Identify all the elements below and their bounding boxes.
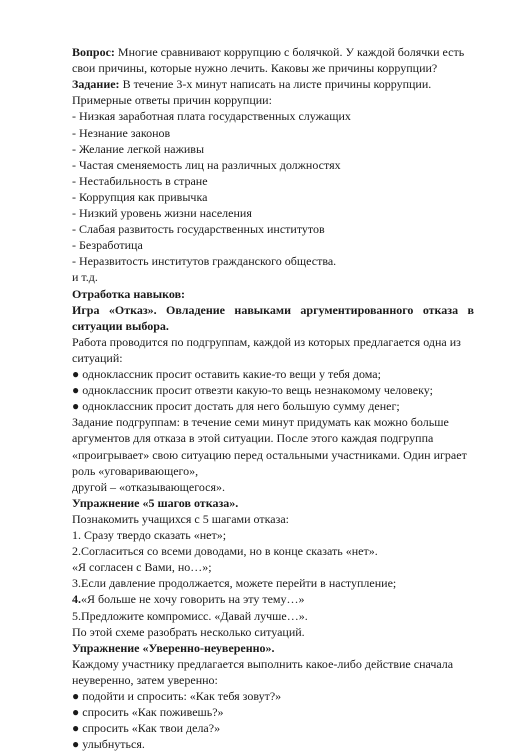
line-text: - Частая сменяемость лиц на различных должностях (72, 157, 341, 172)
text-line (72, 430, 474, 446)
text-line (72, 398, 474, 414)
text-line (72, 141, 474, 157)
text-line (72, 640, 474, 656)
line-text: Каждому участнику предлагается выполнить какое-либо действие сначала (72, 656, 454, 671)
line-text: ● одноклассник просит оставить какие-то вещи у тебя дома; (72, 367, 381, 381)
line-text: и т.д. (72, 270, 98, 285)
line-text: Многие сравнивают коррупцию с болячкой. У каждой болячки есть (114, 45, 465, 59)
line-text: «Я больше не хочу говорить на эту тему…» (81, 592, 305, 607)
text-line (72, 44, 474, 60)
line-text: «проигрывает» свою ситуацию перед остальными участниками. Один играет (72, 447, 467, 462)
bold-label: ситуации выбора. (72, 318, 169, 333)
text-line (72, 495, 474, 511)
text-line (72, 559, 474, 575)
line-text: ● улыбнуться. (72, 737, 145, 752)
line-text: неуверенно, затем уверенно: (72, 672, 218, 687)
text-line (72, 92, 474, 108)
line-text: ● подойти и спросить: «Как тебя зовут?» (72, 689, 282, 703)
text-line (72, 173, 474, 189)
line-text: ● одноклассник просит отвезти какую-то вещь незнакомому человеку; (72, 383, 433, 398)
text-line (72, 736, 474, 752)
text-line (72, 60, 474, 76)
text-line (72, 350, 474, 366)
text-line (72, 253, 474, 269)
line-text: По этой схеме разобрать несколько ситуаций. (72, 624, 305, 639)
line-text: другой – «отказывающегося». (72, 479, 225, 494)
line-text: - Незнание законов (72, 125, 171, 140)
text-line (72, 125, 474, 141)
bold-label: Вопрос: (72, 45, 115, 59)
bold-label: 4. (72, 592, 81, 607)
bold-label: Задание: (72, 77, 120, 92)
line-text: Познакомить учащихся с 5 шагами отказа: (72, 511, 290, 526)
text-line (72, 382, 474, 398)
line-text: Задание подгруппам: в течение семи минут придумать как можно больше (72, 415, 449, 430)
bold-label: Отработка навыков: (72, 286, 186, 301)
line-text: 1. Сразу твердо сказать «нет»; (72, 528, 227, 542)
text-line (72, 591, 474, 607)
text-line (72, 479, 474, 495)
text-line (72, 543, 474, 559)
line-text: - Низкая заработная плата государственных служащих (72, 109, 351, 124)
line-text: - Желание легкой наживы (72, 141, 205, 156)
line-text: - Неразвитость институтов гражданского общества. (72, 254, 337, 269)
text-line (72, 302, 474, 318)
text-line (72, 608, 474, 624)
text-line (72, 157, 474, 173)
text-line (72, 221, 474, 237)
line-text: - Нестабильность в стране (72, 173, 208, 188)
text-line (72, 205, 474, 221)
text-line (72, 76, 474, 92)
text-line (72, 447, 474, 463)
text-line (72, 704, 474, 720)
text-line (72, 720, 474, 736)
text-line (72, 624, 474, 640)
line-text: В течение 3-х минут написать на листе причины коррупции. (119, 77, 432, 92)
line-text: роль «уговаривающего», (72, 463, 199, 478)
text-line (72, 656, 474, 672)
line-text: Примерные ответы причин коррупции: (72, 93, 272, 108)
line-text: ситуаций: (72, 350, 123, 365)
text-line (72, 269, 474, 285)
line-text: - Коррупция как привычка (72, 189, 208, 204)
text-line (72, 688, 474, 704)
line-text: 3.Если давление продолжается, можете перейти в наступление; (72, 576, 397, 591)
text-line (72, 366, 474, 382)
text-line (72, 414, 474, 430)
line-text: ● спросить «Как поживешь?» (72, 705, 224, 720)
text-line (72, 527, 474, 543)
text-line (72, 237, 474, 253)
line-text: аргументов для отказа в этой ситуации. После этого каждая подгруппа (72, 431, 434, 446)
line-text: 2.Согласиться со всеми доводами, но в конце сказать «нет». (72, 544, 378, 559)
text-line (72, 286, 474, 302)
bold-label: Упражнение «Уверенно-неуверенно». (72, 640, 275, 655)
text-line (72, 511, 474, 527)
text-line (72, 575, 474, 591)
bold-label: Игра «Отказ». Овладение навыками аргументированного отказа в (72, 302, 474, 317)
text-line (72, 318, 474, 334)
line-text: - Безработица (72, 238, 143, 253)
line-text: «Я согласен с Вами, но…»; (72, 560, 212, 575)
bold-label: Упражнение «5 шагов отказа». (72, 495, 239, 510)
line-text: 5.Предложите компромисс. «Давай лучше…». (72, 608, 308, 623)
text-line (72, 463, 474, 479)
line-text: ● одноклассник просит достать для него большую сумму денег; (72, 399, 400, 414)
text-line (72, 334, 474, 350)
line-text: - Низкий уровень жизни населения (72, 206, 252, 220)
line-text: - Слабая развитость государственных институтов (72, 222, 325, 237)
line-text: ● спросить «Как твои дела?» (72, 721, 221, 736)
line-text: Работа проводится по подгруппам, каждой из которых предлагается одна из (72, 334, 461, 349)
line-text: свои причины, которые нужно лечить. Каковы же причины коррупции? (72, 61, 438, 76)
text-line (72, 108, 474, 124)
text-line (72, 672, 474, 688)
text-line (72, 189, 474, 205)
